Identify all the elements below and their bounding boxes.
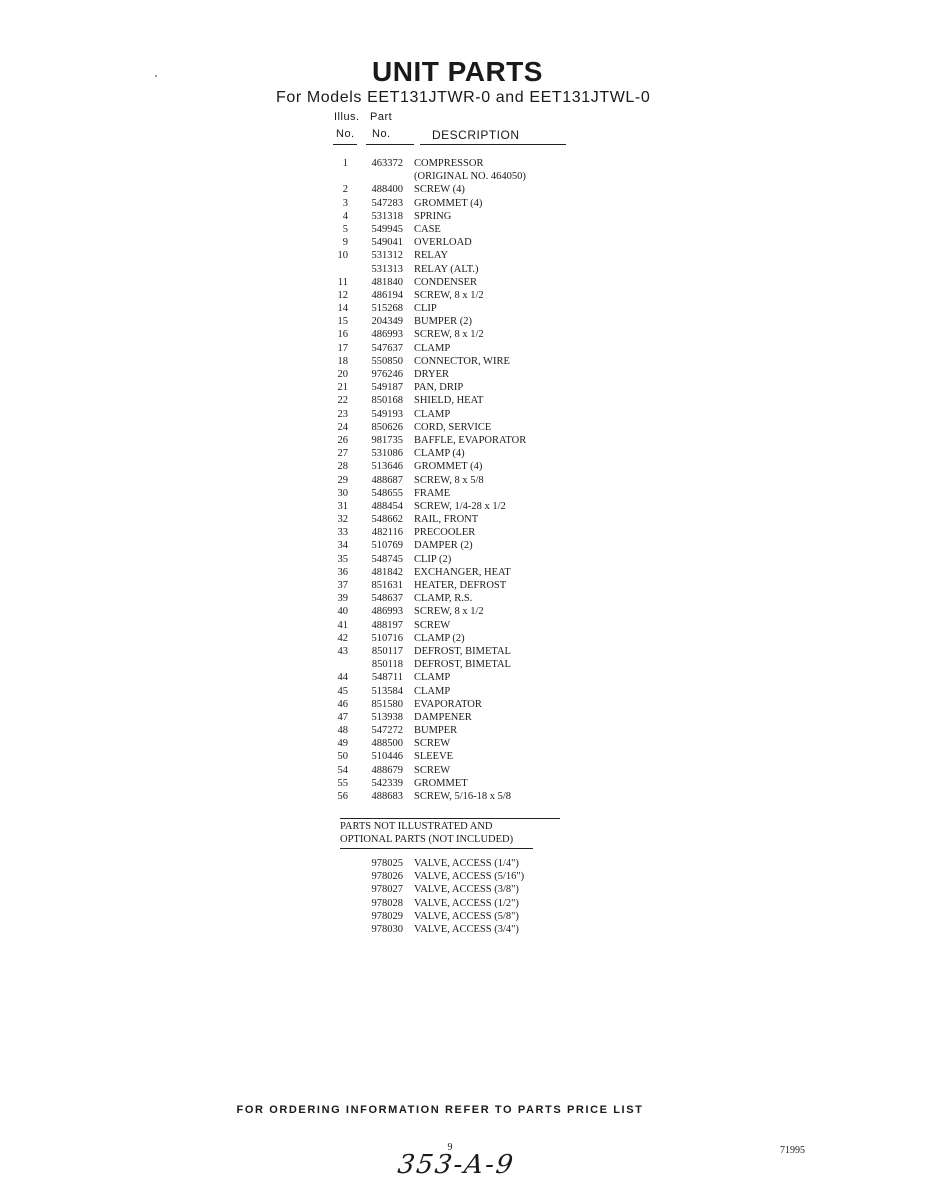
part-number: 978030 [371, 923, 403, 935]
illus-number: 29 [337, 474, 348, 486]
part-description: SCREW, 8 x 1/2 [414, 329, 484, 341]
optional-parts-heading [340, 818, 560, 849]
part-number: 513938 [371, 711, 403, 723]
part-description: SLEEVE [414, 751, 454, 763]
parts-row [330, 394, 660, 407]
parts-row [330, 685, 660, 698]
part-description: EXCHANGER, HEAT [414, 566, 511, 578]
parts-row [330, 764, 660, 777]
part-number: 850626 [371, 421, 403, 433]
illus-number: 14 [337, 303, 348, 315]
parts-row [330, 276, 660, 289]
illus-number: 46 [337, 698, 348, 710]
illus-number: 35 [337, 553, 348, 565]
part-number: 513584 [371, 685, 403, 697]
parts-row [330, 236, 660, 249]
part-description: VALVE, ACCESS (1/2") [414, 897, 519, 909]
part-description: GROMMET (4) [414, 197, 483, 209]
part-description: CORD, SERVICE [414, 421, 492, 433]
illus-number: 2 [342, 184, 348, 196]
illus-number: 1 [342, 158, 348, 169]
illus-number: 44 [337, 672, 348, 684]
illus-number: 22 [337, 395, 348, 407]
part-description: PRECOOLER [414, 527, 476, 539]
illus-number: 28 [337, 461, 348, 473]
part-description: VALVE, ACCESS (1/4") [414, 858, 519, 869]
illus-number: 4 [342, 210, 348, 222]
illus-column-label: Illus. [334, 111, 360, 123]
illus-number: 24 [337, 421, 348, 433]
part-description: SCREW, 8 x 1/2 [414, 289, 484, 301]
parts-row [330, 698, 660, 711]
parts-row [330, 579, 660, 592]
illus-number: 23 [337, 408, 348, 420]
part-description: DAMPER (2) [414, 540, 473, 552]
part-number: 851631 [371, 580, 403, 591]
part-number: 482116 [371, 527, 403, 539]
document-number: 71995 [780, 1145, 805, 1156]
part-description: COMPRESSOR [414, 158, 484, 169]
parts-row [330, 342, 660, 355]
illus-number: 50 [337, 751, 348, 763]
part-description: DAMPENER [414, 711, 472, 723]
part-number: 488500 [371, 738, 403, 750]
part-description: VALVE, ACCESS (3/4") [414, 923, 519, 935]
part-number: 850168 [371, 395, 403, 407]
models-subtitle: For Models EET131JTWR-0 and EET131JTWL-0 [276, 89, 651, 106]
illus-number: 15 [337, 316, 348, 328]
part-description: RELAY (ALT.) [414, 263, 479, 275]
part-number: 488454 [371, 500, 403, 512]
part-number: 515268 [371, 303, 403, 315]
part-number: 488197 [371, 619, 403, 631]
optional-heading-line2: OPTIONAL PARTS (NOT INCLUDED) [340, 834, 514, 845]
part-description: FRAME [414, 487, 451, 499]
part-description: BAFFLE, EVAPORATOR [414, 434, 527, 446]
parts-row [330, 500, 660, 513]
part-number: 549187 [371, 382, 403, 394]
part-description: RAIL, FRONT [414, 514, 479, 526]
illus-number: 47 [337, 711, 348, 723]
illus-number: 45 [337, 685, 348, 697]
parts-row [330, 671, 660, 684]
parts-row [330, 368, 660, 381]
part-number: 463372 [371, 158, 403, 169]
part-number: 978029 [371, 910, 403, 922]
heading-rule-bottom [340, 848, 533, 849]
part-number: 549193 [371, 408, 403, 420]
parts-row [330, 619, 660, 632]
part-number: 548745 [371, 553, 403, 565]
parts-row [330, 553, 660, 566]
illus-number: 36 [337, 566, 348, 578]
part-number: 542339 [371, 777, 403, 789]
parts-row [330, 474, 660, 487]
parts-row [330, 460, 660, 473]
parts-row [330, 724, 660, 737]
part-number: 549945 [371, 223, 403, 235]
part-description: SCREW, 1/4-28 x 1/2 [414, 500, 506, 512]
part-description: CONNECTOR, WIRE [414, 355, 510, 367]
illus-number: 11 [337, 276, 348, 288]
part-number: 531313 [371, 263, 403, 275]
part-number: 548711 [371, 672, 403, 684]
parts-row [330, 790, 660, 803]
part-number: 488687 [371, 474, 403, 486]
part-number: 978028 [371, 897, 403, 909]
part-number: 548637 [371, 593, 403, 605]
parts-row [330, 197, 660, 210]
part-description: CLIP [414, 303, 437, 315]
illus-number: 30 [337, 487, 348, 499]
part-number: 851580 [371, 698, 403, 710]
optional-heading-line1: PARTS NOT ILLUSTRATED AND [340, 821, 493, 832]
part-description: HEATER, DEFROST [414, 580, 507, 591]
illus-number: 43 [337, 645, 348, 657]
illus-number: 21 [337, 382, 348, 394]
illus-number: 27 [337, 448, 348, 460]
part-description: SCREW, 8 x 5/8 [414, 474, 484, 486]
illus-number: 33 [337, 527, 348, 539]
part-number: 510716 [371, 632, 403, 644]
part-number: 510769 [371, 540, 403, 552]
parts-row [330, 210, 660, 223]
parts-row [330, 513, 660, 526]
illus-number: 48 [337, 725, 348, 737]
part-number: 204349 [371, 316, 403, 328]
part-number: 850117 [371, 645, 403, 657]
part-number: 548662 [371, 514, 403, 526]
part-description: SCREW [414, 619, 451, 631]
parts-row [330, 328, 660, 341]
parts-row [330, 157, 660, 170]
part-number: 486993 [371, 606, 403, 618]
parts-row [330, 302, 660, 315]
ordering-note: FOR ORDERING INFORMATION REFER TO PARTS PRICE LIST [236, 1104, 644, 1116]
parts-row [330, 566, 660, 579]
part-description: BUMPER (2) [414, 316, 473, 328]
illus-number: 10 [337, 250, 348, 262]
parts-row [330, 658, 660, 671]
handwritten-annotation: 353-A-9 [395, 1150, 517, 1180]
illus-number: 31 [337, 500, 348, 512]
parts-row [330, 434, 660, 447]
part-column-rule [366, 144, 414, 145]
illus-no-label: No. [336, 128, 355, 140]
illus-number: 56 [337, 791, 348, 802]
parts-row [330, 381, 660, 394]
parts-row [330, 289, 660, 302]
illus-number: 49 [337, 738, 348, 750]
part-number: 488683 [371, 791, 403, 802]
parts-row [330, 777, 660, 790]
part-description: CLAMP [414, 685, 451, 697]
part-number: 531318 [371, 210, 403, 222]
part-number: 978027 [371, 884, 403, 896]
part-description: CLIP (2) [414, 553, 452, 565]
part-description: BUMPER [414, 725, 458, 737]
illus-number: 40 [337, 606, 348, 618]
illus-number: 37 [337, 580, 348, 591]
parts-row [330, 605, 660, 618]
part-number: 976246 [371, 369, 403, 380]
part-description: DEFROST, BIMETAL [414, 645, 511, 657]
part-number: 486194 [371, 289, 403, 301]
parts-row [330, 315, 660, 328]
illus-number: 20 [337, 369, 348, 380]
illus-number: 9 [342, 237, 348, 249]
parts-row [330, 249, 660, 262]
part-description: PAN, DRIP [414, 382, 464, 394]
illus-number: 42 [337, 632, 348, 644]
part-description: RELAY [414, 250, 449, 262]
part-description: DRYER [414, 369, 450, 380]
illus-number: 26 [337, 434, 348, 446]
parts-row [330, 526, 660, 539]
part-number: 481840 [371, 276, 403, 288]
illus-number: 18 [337, 355, 348, 367]
parts-row [330, 421, 660, 434]
parts-row [330, 447, 660, 460]
parts-row [330, 711, 660, 724]
illus-number: 32 [337, 514, 348, 526]
description-column-rule [420, 144, 566, 145]
part-number: 510446 [371, 751, 403, 763]
parts-row [330, 737, 660, 750]
parts-row [330, 487, 660, 500]
part-number: 547283 [371, 197, 403, 209]
illus-number: 41 [337, 619, 348, 631]
part-number: 547272 [371, 725, 403, 737]
parts-row [330, 223, 660, 236]
illus-number: 12 [337, 289, 348, 301]
part-description: CLAMP [414, 342, 451, 354]
part-number: 488679 [371, 764, 403, 776]
part-description: SCREW, 8 x 1/2 [414, 606, 484, 618]
part-number: 481842 [371, 566, 403, 578]
part-number: 547637 [371, 342, 403, 354]
parts-row [330, 263, 660, 276]
part-number: 488400 [371, 184, 403, 196]
parts-row [330, 183, 660, 196]
part-number: 550850 [371, 355, 403, 367]
part-description: SCREW [414, 738, 451, 750]
part-description: GROMMET [414, 777, 468, 789]
parts-row [330, 170, 660, 183]
no-column-rule [333, 144, 357, 145]
parts-list [330, 157, 660, 803]
description-column-label: DESCRIPTION [432, 128, 520, 142]
part-column-label: Part [370, 111, 393, 123]
heading-rule-top [340, 818, 560, 819]
part-description: EVAPORATOR [414, 698, 482, 710]
part-number: 531086 [371, 448, 403, 460]
parts-row [330, 539, 660, 552]
parts-row [330, 408, 660, 421]
illus-number: 55 [337, 777, 348, 789]
part-description: CLAMP [414, 408, 451, 420]
part-description: DEFROST, BIMETAL [414, 659, 511, 671]
part-description: SCREW (4) [414, 184, 465, 196]
part-number: 549041 [371, 237, 403, 249]
parts-row [330, 355, 660, 368]
part-description: SPRING [414, 210, 452, 222]
illus-number: 34 [337, 540, 348, 552]
part-no-label: No. [372, 128, 391, 140]
part-description: VALVE, ACCESS (5/8") [414, 910, 519, 922]
page-number: 9 [447, 1142, 453, 1153]
part-description: CLAMP, R.S. [414, 593, 473, 605]
part-number: 850118 [371, 659, 403, 671]
part-description: CONDENSER [414, 276, 478, 288]
illus-number: 16 [337, 329, 348, 341]
part-number: 548655 [371, 487, 403, 499]
illus-number: 3 [342, 197, 348, 209]
part-description: SCREW, 5/16-18 x 5/8 [414, 791, 512, 802]
part-number: 978025 [371, 858, 403, 869]
part-description: CLAMP (2) [414, 632, 465, 644]
illus-number: 54 [337, 764, 348, 776]
part-description: VALVE, ACCESS (3/8") [414, 884, 519, 896]
illus-number: 5 [342, 223, 348, 235]
part-number: 978026 [371, 871, 403, 883]
illus-number: 17 [337, 342, 348, 354]
part-description: OVERLOAD [414, 237, 472, 249]
part-description: SHIELD, HEAT [414, 395, 484, 407]
part-number: 981735 [371, 434, 403, 446]
part-description: GROMMET (4) [414, 461, 483, 473]
page-title: UNIT PARTS [372, 56, 543, 87]
part-description: SCREW [414, 764, 451, 776]
parts-row [330, 645, 660, 658]
part-description: VALVE, ACCESS (5/16") [414, 871, 525, 883]
part-description: CASE [414, 223, 441, 235]
part-number: 486993 [371, 329, 403, 341]
part-description: CLAMP [414, 672, 451, 684]
parts-row [330, 592, 660, 605]
part-number: 513646 [371, 461, 403, 473]
parts-row [330, 750, 660, 763]
parts-row [330, 632, 660, 645]
illus-number: 39 [337, 593, 348, 605]
part-description: CLAMP (4) [414, 448, 465, 460]
part-number: 531312 [371, 250, 403, 262]
part-description: (ORIGINAL NO. 464050) [414, 171, 526, 183]
